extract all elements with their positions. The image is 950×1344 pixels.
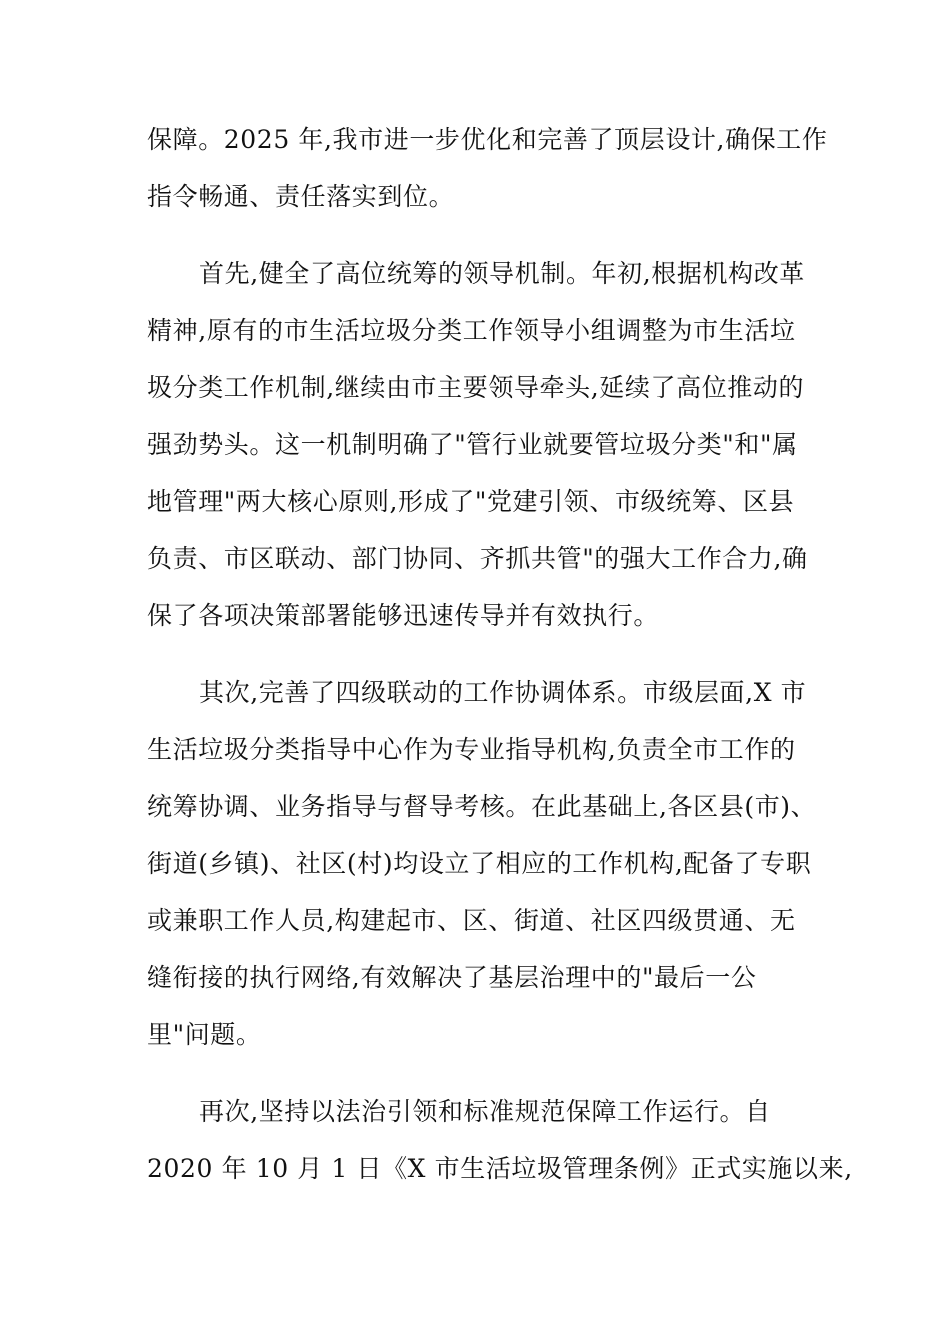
text-line: 再次,坚持以法治引领和标准规范保障工作运行。自 — [199, 1097, 771, 1126]
text-line: 圾分类工作机制,继续由市主要领导牵头,延续了高位推动的 — [147, 373, 805, 402]
text-line: 或兼职工作人员,构建起市、区、街道、社区四级贯通、无 — [147, 906, 796, 935]
paragraph-leadership-mechanism — [147, 253, 807, 652]
text-line: 保了各项决策部署能够迅速传导并有效执行。 — [147, 601, 660, 630]
text-line: 统筹协调、业务指导与督导考核。在此基础上,各区县(市)、 — [147, 792, 817, 821]
text-line: 地管理"两大核心原则,形成了"党建引领、市级统筹、区县 — [147, 487, 795, 516]
paragraph-coordination-system — [147, 672, 817, 1071]
document-page — [147, 119, 853, 1225]
text-line: 首先,健全了高位统筹的领导机制。年初,根据机构改革 — [199, 259, 805, 288]
text-line: 街道(乡镇)、社区(村)均设立了相应的工作机构,配备了专职 — [147, 849, 812, 878]
text-line: 生活垃圾分类指导中心作为专业指导机构,负责全市工作的 — [147, 735, 796, 764]
text-line: 保障。2025 年,我市进一步优化和完善了顶层设计,确保工作 — [147, 125, 828, 154]
paragraph-continuation — [147, 119, 828, 233]
text-line: 其次,完善了四级联动的工作协调体系。市级层面,X 市 — [199, 678, 807, 707]
paragraph-rule-of-law — [147, 1091, 853, 1205]
text-line: 精神,原有的市生活垃圾分类工作领导小组调整为市生活垃 — [147, 316, 796, 345]
text-line: 缝衔接的执行网络,有效解决了基层治理中的"最后一公 — [147, 963, 757, 992]
text-line: 强劲势头。这一机制明确了"管行业就要管垃圾分类"和"属 — [147, 430, 798, 459]
text-line: 负责、市区联动、部门协同、齐抓共管"的强大工作合力,确 — [147, 544, 808, 573]
text-line: 指令畅通、责任落实到位。 — [147, 182, 455, 211]
text-line: 2020 年 10 月 1 日《X 市生活垃圾管理条例》正式实施以来, — [147, 1154, 853, 1183]
text-line: 里"问题。 — [147, 1020, 262, 1049]
